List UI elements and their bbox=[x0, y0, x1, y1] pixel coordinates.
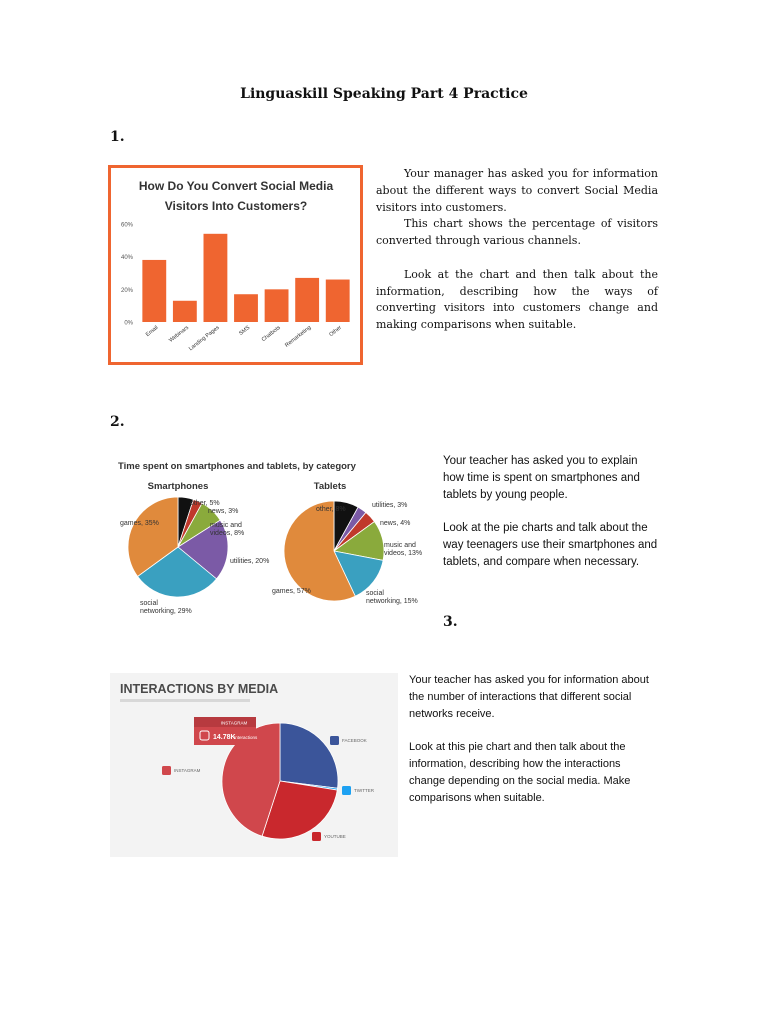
y-tick-label: 60% bbox=[120, 222, 133, 229]
bar-webinars bbox=[173, 301, 197, 322]
section-1-paragraph-1: Your manager has asked you for information about the different ways to convert Social Media visitors into customers. bbox=[376, 167, 658, 214]
bar-landing-pages bbox=[204, 234, 228, 322]
callout-network: INSTAGRAM bbox=[220, 720, 248, 726]
section-1-text bbox=[376, 166, 658, 334]
bar-chatbots bbox=[265, 289, 289, 322]
bar-chart-title-line-1: How Do You Convert Social Media bbox=[138, 179, 334, 193]
smartphones-label: news, 3% bbox=[208, 508, 239, 515]
tablets-label: news, 4% bbox=[380, 520, 411, 527]
legend-label: TWITTER bbox=[354, 788, 374, 793]
section-2-paragraph-2: Look at the pie charts and talk about the way teenagers use their smartphones and tablets, and compare when necessary. bbox=[443, 522, 658, 568]
tablets-label: music and videos, 13% bbox=[384, 542, 423, 557]
youtube-icon bbox=[312, 832, 321, 841]
legend-label: YOUTUBE bbox=[324, 834, 346, 839]
pie-charts-svg bbox=[112, 455, 423, 615]
interactions-slice-facebook bbox=[280, 723, 338, 788]
smartphones-label: utilities, 20% bbox=[230, 558, 270, 565]
section-2-number: 2. bbox=[110, 414, 125, 430]
conversion-bar-chart bbox=[108, 165, 363, 365]
section-2-paragraph-1: Your teacher has asked you to explain how time is spent on smartphones and tablets by young people. bbox=[443, 455, 640, 501]
interactions-title: INTERACTIONS BY MEDIA bbox=[120, 682, 279, 696]
smartphones-title: Smartphones bbox=[147, 481, 209, 492]
legend-label: FACEBOOK bbox=[342, 738, 367, 743]
pie-charts-title: Time spent on smartphones and tablets, by category bbox=[118, 461, 356, 472]
tablets-label: utilities, 3% bbox=[372, 502, 408, 509]
smartphones-label: games, 35% bbox=[120, 520, 159, 527]
callout-value: 14.78K bbox=[213, 734, 236, 741]
y-tick-label: 20% bbox=[120, 287, 133, 294]
x-tick-label: Email bbox=[144, 324, 160, 339]
y-tick-label: 0% bbox=[124, 320, 133, 327]
bar-other bbox=[326, 280, 350, 322]
x-tick-label: Landing Pages bbox=[188, 324, 221, 353]
instagram-callout bbox=[194, 717, 258, 745]
interactions-pie-chart bbox=[110, 673, 398, 857]
bar-sms bbox=[234, 294, 258, 322]
section-1-paragraph-3: Look at the chart and then talk about the information, describing how the ways of converting visitors into customers change and making comparisons when suitable. bbox=[376, 267, 658, 332]
smartphones-label: social networking, 29% bbox=[140, 600, 192, 615]
tablets-label: social networking, 15% bbox=[366, 590, 418, 605]
section-1-number: 1. bbox=[110, 129, 125, 145]
tablets-title: Tablets bbox=[313, 481, 347, 492]
section-3-paragraph-1: Your teacher has asked you for information about the number of interactions that different social networks receive. bbox=[409, 674, 649, 720]
instagram-icon bbox=[162, 766, 171, 775]
legend-label: INSTAGRAM bbox=[174, 768, 201, 773]
x-tick-label: Remarketing bbox=[284, 324, 313, 349]
section-3-text bbox=[409, 672, 659, 806]
section-3-paragraph-2: Look at this pie chart and then talk about the information, describing how the interactions change depending on the social media. Make comparisons when suitable. bbox=[409, 741, 631, 804]
bar-chart-title-line-2: Visitors Into Customers? bbox=[164, 199, 308, 213]
interactions-svg bbox=[110, 673, 398, 857]
facebook-icon bbox=[330, 736, 339, 745]
tablets-label: games, 57% bbox=[272, 588, 311, 595]
section-2-text bbox=[443, 453, 658, 571]
x-tick-label: Chatbots bbox=[260, 324, 282, 344]
callout-unit: Interactions bbox=[234, 735, 258, 740]
time-spent-pie-charts bbox=[112, 455, 423, 615]
section-1-paragraph-2: This chart shows the percentage of visitors converted through various channels. bbox=[376, 217, 658, 248]
smartphones-label: music and videos, 8% bbox=[210, 522, 245, 537]
section-3-number: 3. bbox=[443, 614, 458, 630]
interactions-subtitle-placeholder bbox=[120, 699, 250, 702]
twitter-icon bbox=[342, 786, 351, 795]
smartphones-label: other, 5% bbox=[190, 500, 220, 507]
bar-email bbox=[142, 260, 166, 322]
bar-chart-svg bbox=[111, 168, 360, 362]
y-tick-label: 40% bbox=[120, 255, 133, 262]
bar-remarketing bbox=[295, 278, 319, 322]
x-tick-label: Other bbox=[328, 324, 343, 339]
document-title: Linguaskill Speaking Part 4 Practice bbox=[240, 86, 528, 102]
tablets-label: other, 8% bbox=[316, 506, 346, 513]
x-tick-label: SMS bbox=[238, 324, 252, 337]
x-tick-label: Webinars bbox=[168, 324, 191, 344]
